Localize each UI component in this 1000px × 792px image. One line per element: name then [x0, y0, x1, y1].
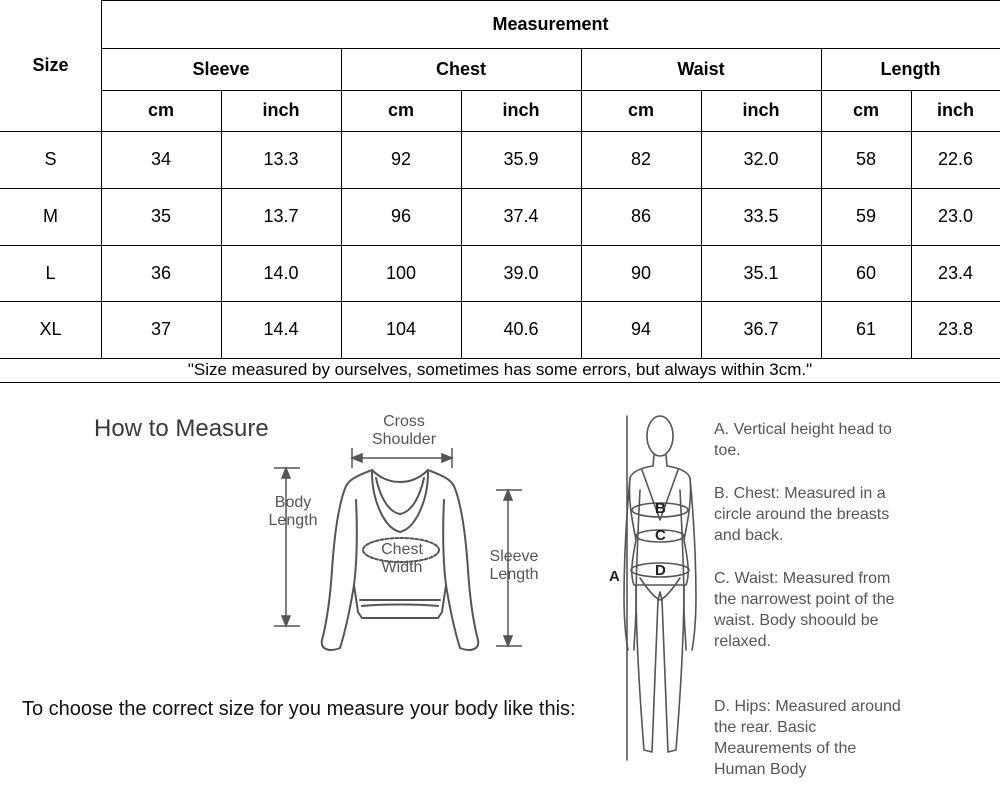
- letter-a: A: [609, 568, 620, 585]
- size-label: L: [45, 262, 56, 283]
- table-cell: 36: [150, 262, 172, 283]
- table-cell: 23.8: [937, 319, 974, 339]
- table-cell: 96: [390, 206, 412, 226]
- table-cell: 35.1: [743, 262, 779, 283]
- table-cell: 82: [630, 149, 652, 169]
- body-length-label-line: Length: [268, 512, 318, 529]
- table-cell: 36.7: [743, 319, 779, 339]
- size-label: S: [44, 149, 57, 169]
- table-cell: 60: [855, 262, 877, 283]
- letter-b: B: [655, 500, 666, 517]
- table-cell: 23.0: [937, 206, 974, 226]
- table-cell: 34: [150, 149, 172, 169]
- table-cell: 90: [630, 262, 652, 283]
- cross-shoulder-label-line: Cross: [383, 413, 425, 430]
- legend-a: A. Vertical height head to toe.: [714, 421, 892, 459]
- unit-header: cm: [627, 100, 654, 120]
- letter-d: D: [655, 562, 666, 579]
- table-cell: 59: [855, 206, 877, 226]
- table-cell: 35.9: [503, 149, 539, 169]
- table-cell: 14.0: [263, 262, 299, 283]
- table-cell: 14.4: [263, 319, 299, 339]
- table-cell: 104: [385, 319, 417, 339]
- table-cell: 92: [390, 149, 412, 169]
- sleeve-length-label-line: Length: [489, 566, 539, 583]
- table-cell: 39.0: [503, 262, 539, 283]
- choose-size-instruction: To choose the correct size for you measure your body like this:: [22, 698, 576, 720]
- unit-header: inch: [742, 100, 780, 120]
- group-header-waist: Waist: [677, 58, 725, 79]
- table-cell: 40.6: [503, 319, 539, 339]
- table-cell: 37: [150, 319, 172, 339]
- unit-header: inch: [936, 100, 974, 120]
- group-header-chest: Chest: [435, 58, 486, 79]
- unit-header: cm: [147, 100, 174, 120]
- group-header-length: Length: [880, 58, 941, 79]
- unit-header: cm: [387, 100, 414, 120]
- table-cell: 32.0: [743, 149, 779, 169]
- legend-b: B. Chest: Measured in a circle around the breasts and back.: [714, 485, 890, 544]
- table-cell: 22.6: [937, 149, 974, 169]
- sleeve-length-label-line: Sleeve: [489, 548, 539, 565]
- chest-width-label: [372, 541, 432, 577]
- unit-header: inch: [502, 100, 540, 120]
- cross-shoulder-label-line: Shoulder: [371, 431, 437, 448]
- group-header-sleeve: Sleeve: [192, 58, 250, 79]
- size-label: M: [43, 206, 58, 226]
- human-body-figure: [624, 416, 696, 760]
- how-to-measure-title: How to Measure: [94, 415, 269, 442]
- chest-width-label-line: Width: [381, 559, 423, 576]
- table-cell: 100: [385, 262, 417, 283]
- measurement-header: Measurement: [492, 13, 609, 34]
- legend-d: D. Hips: Measured around the rear. Basic Meaurements of the Human Body: [714, 698, 901, 778]
- unit-header: inch: [262, 100, 300, 120]
- legend-c: C. Waist: Measured from the narrowest point of the waist. Body shoould be relaxed.: [714, 570, 895, 650]
- body-length-label-line: Body: [274, 494, 312, 511]
- cross-shoulder-arrow: [352, 448, 452, 468]
- table-cell: 13.3: [263, 149, 299, 169]
- unit-header: cm: [852, 100, 879, 120]
- body-length-arrow: [274, 468, 300, 626]
- chest-width-label-line: Chest: [381, 541, 423, 558]
- measurement-note: "Size measured by ourselves, sometimes has some errors, but always within 3cm.": [187, 360, 813, 379]
- table-cell: 37.4: [503, 206, 539, 226]
- table-cell: 86: [630, 206, 652, 226]
- table-cell: 23.4: [937, 262, 974, 283]
- table-cell: 33.5: [743, 206, 779, 226]
- sleeve-length-label: [482, 548, 546, 584]
- table-cell: 94: [630, 319, 652, 339]
- size-label: XL: [39, 319, 62, 339]
- table-cell: 58: [855, 149, 877, 169]
- cross-shoulder-label: [362, 413, 446, 449]
- letter-c: C: [655, 527, 666, 544]
- table-cell: 13.7: [263, 206, 299, 226]
- table-cell: 61: [855, 319, 877, 339]
- body-length-label: [262, 494, 324, 530]
- size-header: Size: [32, 55, 69, 75]
- table-cell: 35: [150, 206, 172, 226]
